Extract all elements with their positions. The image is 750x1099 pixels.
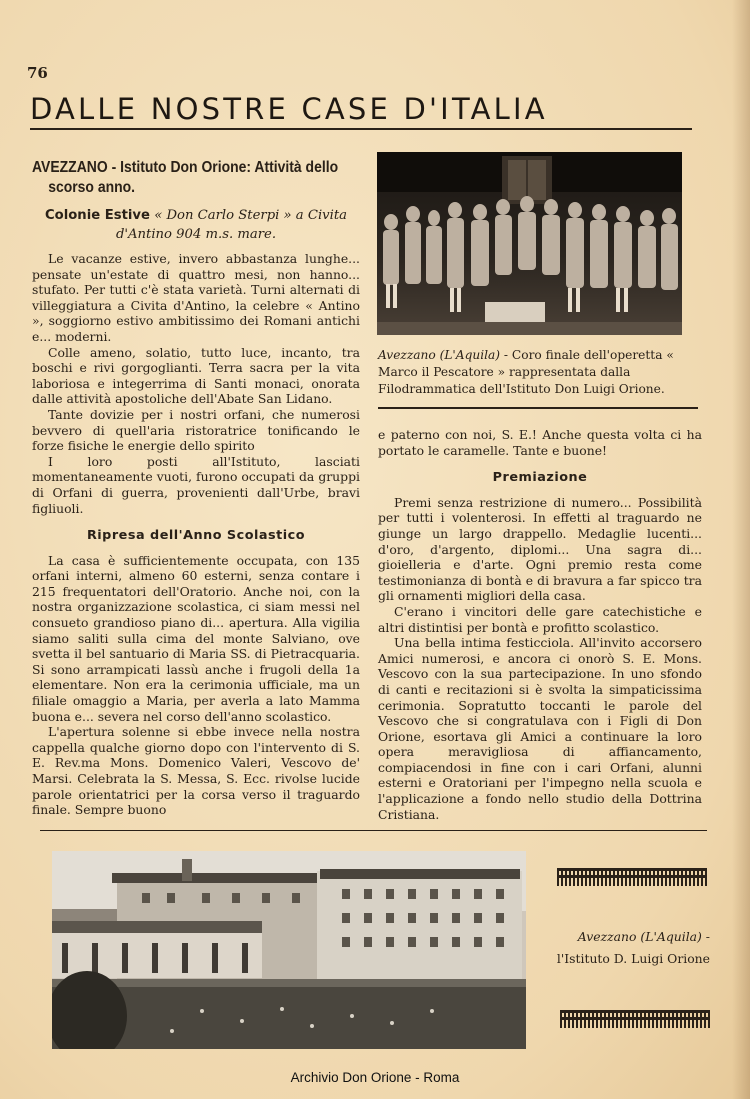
operetta-photo bbox=[377, 152, 682, 335]
institute-building-photo bbox=[52, 851, 526, 1049]
paragraph: Una bella intima festicciola. All'invito accorsero Amici numerosi, e ancora ci onorò S. E. Mons. Vescovo con la sua partecipazione. In uno sfondo di canti e recitazioni si è svolta la simpaticissima cerimonia. Sopratutto toccanti le parole del Vescovo che si congratulava con i Figli di Don Orione, esortava gli Amici a continuare la loro opera meravigliosa di affiancamento, compiacendosi in fine con i cari Orfani, alunni esterni e Oratoriani per l'impegno nella scuola e l'applicazione a fondo nello studio della Dottrina Cristiana. bbox=[378, 635, 702, 822]
heading-premiazione: Premiazione bbox=[492, 470, 588, 486]
title-rule bbox=[30, 128, 692, 130]
heading-ripresa: Ripresa dell'Anno Scolastico bbox=[86, 528, 306, 544]
paragraph: L'apertura solenne si ebbe invece nella nostra cappella qualche giorno dopo con l'intervento di S. E. Rev.ma Mons. Domenico Valeri, Vescovo de' Marsi. Celebrata la S. Messa, S. Ecc. rivolse lucide parole orientatrici per la corsa verso il traguardo finale. Sempre buono bbox=[32, 724, 360, 818]
paragraph: C'erano i vincitori delle gare catechistiche e altri distintisi per bontà e profitto scolastico. bbox=[378, 603, 702, 635]
article-column-right bbox=[378, 427, 702, 822]
paragraph: I loro posti all'Istituto, lasciati momentaneamente vuoti, furono occupati da gruppi di Orfani di guerra, provenienti dall'Urbe, bravi figliuoli. bbox=[32, 453, 360, 516]
building-caption: Avezzano (L'Aquila) - l'Istituto D. Luigi Orione bbox=[556, 929, 710, 966]
ornament-bottom bbox=[560, 1010, 710, 1028]
paragraph: La casa è sufficientemente occupata, con 135 orfani interni, almeno 60 esterni, senza contare i 215 frequentatori dell'Oratorio. Anche noi, con la nostra organizzazione scolastica, ci siam messi nel consueto grandioso piano di... apertura. Alla vigilia siamo saliti sulla cima del monte Salviano, ove svetta il bel santuario di Maria SS. di Pietracquaria. Si sono arrampicati lassù anche i frugoli della 1a elementare. Non era la cerimonia ufficiale, ma un filiale omaggio a Maria, per averla a lato Mamma buona e... severa nel corso dell'anno scolastico. bbox=[32, 552, 360, 724]
paragraph: Le vacanze estive, invero abbastanza lunghe... pensate un'estate di quattro mesi, non hanno... stufato. Per tutti c'è stata varietà. Turni alternati di villeggiatura a Civita d'Antino, la celebre « Antino », soggiorno estivo ambitissimo dei Romani antichi e... moderni. bbox=[32, 251, 360, 344]
article-title: AVEZZANO - Istituto Don Orione: Attività dello scorso anno. bbox=[32, 159, 339, 196]
operetta-caption: Avezzano (L'Aquila) - Coro finale dell'operetta « Marco il Pescatore » rappresentata dalla Filodrammatica dell'Istituto Don Luigi Orione. bbox=[378, 348, 674, 396]
ornament-top bbox=[557, 868, 707, 886]
page-edge-shadow bbox=[732, 0, 750, 1099]
article-intro bbox=[32, 251, 360, 516]
archive-footer: Archivio Don Orione - Roma bbox=[290, 1070, 460, 1085]
caption-rule bbox=[378, 407, 698, 409]
paragraph: Premi senza restrizione di numero... Possibilità per tutti i volenterosi. In effetti al traguardo ne giunge un largo drappello. Medaglie lucenti... d'oro, d'argento, diplomi... Una sagra di... gioielleria e d'arte. Ogni premio resta come testimonianza di bontà e di bravura a far spicco tra gli ornamenti migliori della casa. bbox=[378, 494, 702, 604]
article-subtitle: Colonie Estive « Don Carlo Sterpi » a Civita d'Antino 904 m.s. mare. bbox=[44, 208, 347, 242]
operetta-photo-image bbox=[377, 152, 682, 335]
institute-building-image bbox=[52, 851, 526, 1049]
page-number: 76 bbox=[27, 64, 48, 82]
article-column-left bbox=[32, 158, 360, 818]
paragraph: Colle ameno, solatio, tutto luce, incanto, tra boschi e rivi gorgoglianti. Terra sacra per la vita laboriosa e integerrima di Santi monaci, onorata dalle attività apostoliche dell'Abate San Lidano. bbox=[32, 344, 360, 407]
paragraph: Tante dovizie per i nostri orfani, che numerosi bevvero di quell'aria ristoratrice tonificando le forze fisiche le energie dello spirito bbox=[32, 406, 360, 454]
bottom-rule bbox=[40, 830, 707, 831]
paragraph: e paterno con noi, S. E.! Anche questa volta ci ha portato le caramelle. Tante e buone! bbox=[378, 427, 702, 458]
section-title: DALLE NOSTRE CASE D'ITALIA bbox=[30, 92, 548, 126]
